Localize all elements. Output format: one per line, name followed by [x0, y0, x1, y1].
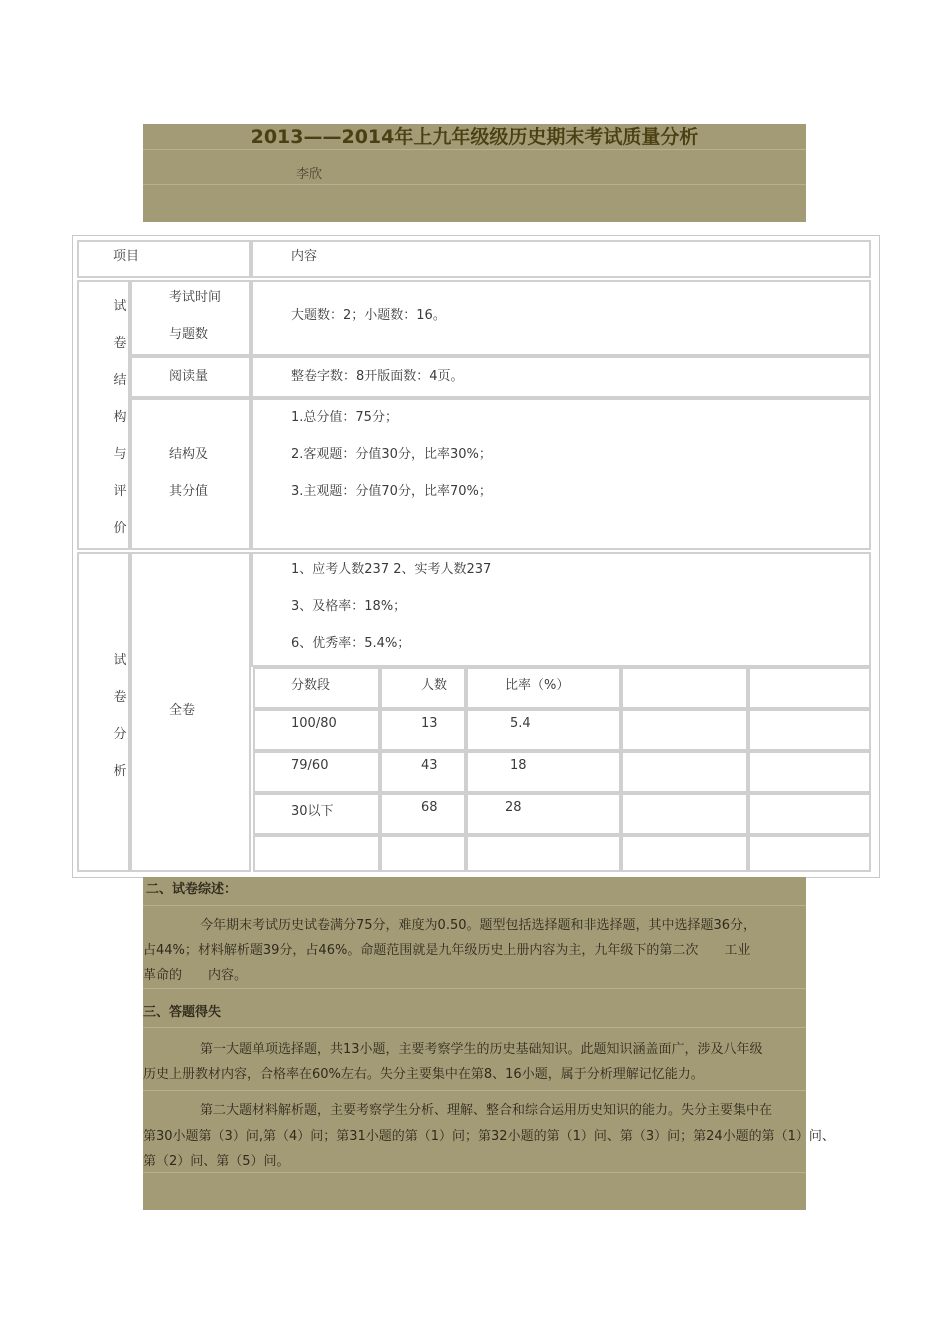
section-2-line: 今年期末考试历史试卷满分75分，难度为0.50。题型包括选择题和非选择题，其中选择题36分， [200, 918, 757, 933]
score-header: 分数段 [291, 678, 331, 693]
score-value: 100/80 [291, 716, 337, 731]
vertical-char: 构 [113, 410, 127, 425]
score-value: 43 [421, 758, 438, 773]
score-cell [466, 709, 621, 751]
row3-sub-line2: 其分值 [169, 484, 209, 499]
row1-sub-line1: 考试时间 [169, 290, 222, 305]
vertical-char: 评 [113, 484, 127, 499]
row3-line: 3.主观题：分值70分，比率70%； [291, 484, 492, 499]
analysis-table [72, 235, 880, 878]
score-cell [621, 667, 748, 709]
table-header-item [77, 240, 251, 278]
score-cell [380, 835, 466, 872]
vertical-char: 析 [113, 764, 127, 779]
group-structure-label [110, 288, 130, 547]
score-cell [748, 835, 871, 872]
score-value: 68 [421, 800, 438, 815]
score-cell [621, 751, 748, 793]
score-value: 13 [421, 716, 438, 731]
vertical-char: 分 [113, 727, 127, 742]
section-2-title: 二、试卷综述： [146, 882, 238, 897]
row1-sub-line2: 与题数 [169, 327, 209, 342]
table-header-content [251, 240, 871, 278]
score-header: 比率（%） [505, 678, 570, 693]
score-cell [466, 793, 621, 835]
row3-sub-line1: 结构及 [169, 447, 209, 462]
author-name: 李欣 [296, 167, 323, 182]
row4-line: 1、应考人数237 2、实考人数237 [291, 562, 492, 577]
row4-line: 3、及格率：18%； [291, 599, 407, 614]
score-cell [748, 709, 871, 751]
vertical-char: 价 [113, 521, 127, 536]
divider [143, 184, 806, 185]
score-cell [621, 835, 748, 872]
col-content-label: 内容 [291, 249, 318, 264]
row1-content: 大题数：2；小题数：16。 [291, 308, 446, 323]
score-value: 79/60 [291, 758, 329, 773]
row3-line: 1.总分值：75分； [291, 410, 398, 425]
score-cell [466, 835, 621, 872]
vertical-char: 试 [113, 299, 127, 314]
col-item-label: 项目 [113, 249, 140, 264]
divider [143, 1090, 806, 1091]
row3-line: 2.客观题：分值30分，比率30%； [291, 447, 492, 462]
row2-sub: 阅读量 [169, 369, 209, 384]
section-3-p2-line: 第二大题材料解析题，主要考察学生分析、理解、整合和综合运用历史知识的能力。失分主要集中在 [200, 1103, 773, 1118]
vertical-char: 试 [113, 653, 127, 668]
score-cell [748, 667, 871, 709]
divider [143, 1027, 806, 1028]
divider [143, 905, 806, 906]
section-3-title: 三、答题得失 [143, 1005, 222, 1020]
vertical-char: 卷 [113, 336, 127, 351]
row-structure-sub [130, 398, 251, 550]
score-cell [748, 793, 871, 835]
row4-line: 6、优秀率：5.4%； [291, 636, 411, 651]
score-cell [253, 835, 380, 872]
section-2-line: 革命的 内容。 [143, 968, 248, 983]
score-cell [621, 793, 748, 835]
vertical-char: 结 [113, 373, 127, 388]
section-3-p2-line: 第30小题第（3）问,第（4）问；第31小题的第（1）问；第32小题的第（1）问、第（3）问；第24小题的第（1）问、 [143, 1129, 835, 1144]
section-3-p1-line: 历史上册教材内容，合格率在60%左右。失分主要集中在第8、16小题，属于分析理解记忆能力。 [143, 1067, 704, 1082]
section-3-p2-line: 第（2）问、第（5）问。 [143, 1154, 290, 1169]
score-value: 5.4 [510, 716, 531, 731]
score-header: 人数 [421, 678, 448, 693]
score-value: 30以下 [291, 804, 334, 819]
score-value: 28 [505, 800, 522, 815]
section-2-line: 占44%；材料解析题39分，占46%。命题范围就是九年级历史上册内容为主，九年级下的第二次 工业 [143, 943, 751, 958]
row2-content: 整卷字数：8开版面数：4页。 [291, 369, 464, 384]
score-cell [748, 751, 871, 793]
page-title: 2013——2014年上九年级级历史期末考试质量分析 [250, 126, 699, 148]
row4-sub: 全卷 [169, 703, 196, 718]
score-value: 18 [510, 758, 527, 773]
score-cell [466, 751, 621, 793]
group-analysis-label [110, 642, 130, 790]
section-3-p1-line: 第一大题单项选择题，共13小题，主要考察学生的历史基础知识。此题知识涵盖面广，涉及八年级 [200, 1042, 763, 1057]
score-cell [621, 709, 748, 751]
vertical-char: 与 [113, 447, 127, 462]
vertical-char: 卷 [113, 690, 127, 705]
